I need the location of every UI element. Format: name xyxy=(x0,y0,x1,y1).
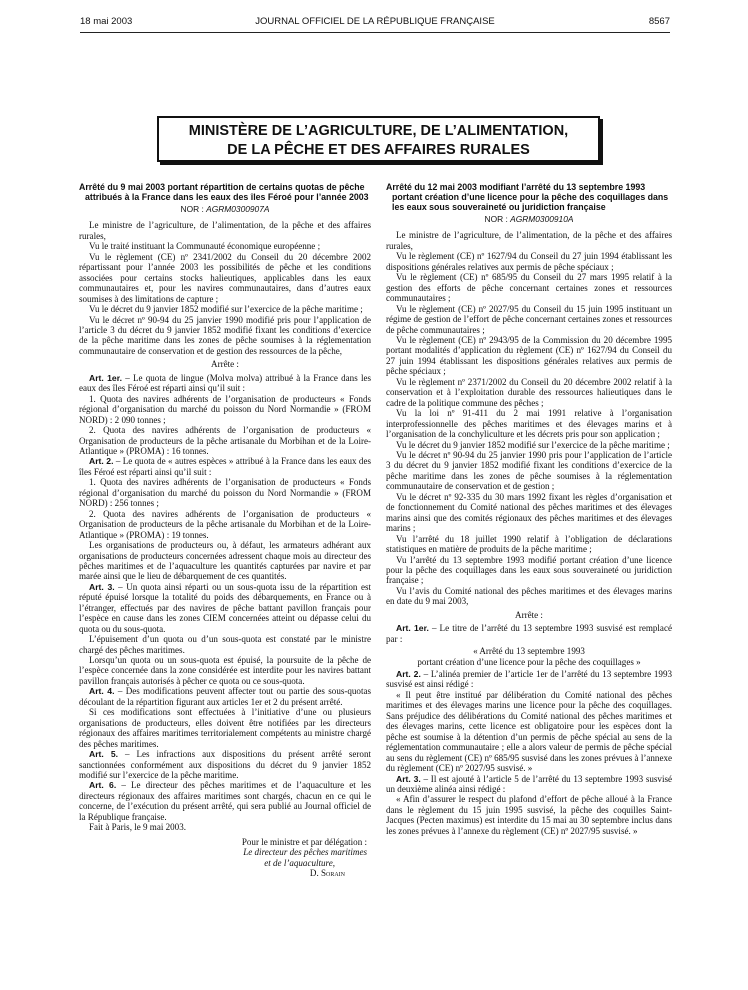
right-art2 xyxy=(386,669,672,690)
left-art1-item: 2. Quota des navires adhérents de l’organisation de producteurs « Organisation de producteurs de la pêche artisanale du Morbihan et de la Loire-Atlantique » (PROMA) : 16 tonnes. xyxy=(79,425,371,456)
page-header xyxy=(80,10,670,30)
right-para: Vu le règlement (CE) nº 685/95 du Conseil du 27 mars 1995 relatif à la gestion des efforts de pêche concernant certaines zones et ressources communautaires ; xyxy=(386,272,672,304)
article-text: – L’alinéa premier de l’article 1er de l’arrêté du 13 septembre 1993 susvisé est ainsi rédigé : xyxy=(386,669,672,690)
left-art4 xyxy=(79,686,371,707)
left-para: Vu le décret du 9 janvier 1852 modifié sur l’exercice de la pêche maritime ; xyxy=(89,304,363,315)
left-art3-para: L’épuisement d’un quota ou d’un sous-quota est constaté par le ministre chargé des pêches maritimes. xyxy=(79,634,371,655)
journal-title: JOURNAL OFFICIEL DE LA RÉPUBLIQUE FRANÇAISE xyxy=(255,16,495,27)
signature-role-text: Le directeur des pêches maritimes xyxy=(243,847,367,858)
right-para: Vu l’arrêté du 18 juillet 1990 relatif à l’obligation de déclarations statistiques en matière de produits de la pêche maritime ; xyxy=(386,533,672,555)
left-para: Vu le décret nº 90-94 du 25 janvier 1990 modifié pris pour l’application de l’article 3 du décret du 9 janvier 1852 modifié fixant les conditions d’exercice de la pêche maritime dans les zones de pêche soumises à la réglementation communautaire de conservation et de gestion des ressources de la pêche, xyxy=(79,314,371,356)
left-art1 xyxy=(79,373,371,394)
article-label: Art. 4. xyxy=(89,686,115,697)
right-art3-quote: « Afin d’assurer le respect du plafond d’effort de pêche alloué à la France dans le règlement du 15 juin 1995 susvisé, la pêche des coquilles Saint-Jacques (Pecten maximus) est interdite du 15 mai au 30 septembre inclus dans les zones prévues à l’annexe du règlement (CE) nº 2027/95 susvisé. » xyxy=(386,794,672,836)
right-para: Vu le règlement nº 2371/2002 du Conseil du 20 décembre 2002 relatif à la conservation et à l’exploitation durable des ressources halieutiques dans le cadre de la politique commune des pêches ; xyxy=(386,376,672,408)
article-text: – Le quota de lingue (Molva molva) attribué à la France dans les eaux des îles Féroé est réparti ainsi qu’il suit : xyxy=(79,372,371,394)
left-column xyxy=(79,182,371,879)
signature-role-1 xyxy=(79,847,371,857)
right-art1 xyxy=(386,623,672,644)
right-para: Vu la loi nº 91-411 du 2 mai 1991 relative à l’organisation interprofessionnelle des pêches maritimes et des élevages marins et à l’organisation de la conchyliculture et les décrets pris pour son application ; xyxy=(386,408,672,440)
right-para: Vu l’avis du Comité national des pêches maritimes et des élevages marins en date du 9 mai 2003, xyxy=(386,585,672,607)
ministry-heading xyxy=(157,116,600,162)
right-para: Le ministre de l’agriculture, de l’alimentation, de la pêche et des affaires rurales, xyxy=(386,230,672,251)
signature-role-2 xyxy=(79,858,371,868)
left-para: Le ministre de l’agriculture, de l’alimentation, de la pêche et des affaires rurales, xyxy=(79,220,371,241)
left-decree-title: Arrêté du 9 mai 2003 portant répartition de certains quotas de pêche attribués à la France dans les eaux des îles Féroé pour l’année 2003 xyxy=(79,182,369,202)
left-art2-item: 2. Quota des navires adhérents de l’organisation de producteurs « Organisation de producteurs de la pêche artisanale du Morbihan et de la Loire-Atlantique » (PROMA) : 19 tonnes. xyxy=(79,508,371,540)
ministry-line-2: DE LA PÊCHE ET DES AFFAIRES RURALES xyxy=(227,142,530,158)
left-para: Vu le règlement (CE) nº 2341/2002 du Conseil du 20 décembre 2002 répartissant pour l’année 2003 les possibilités de pêche et les conditions associées pour certains stocks halieutiques, applicables dans les eaux communautaires et, pour les navires communautaires, dans d’autres eaux soumises à des limitations de capture ; xyxy=(79,251,371,304)
right-column xyxy=(386,182,672,836)
left-art3-para: Lorsqu’un quota ou un sous-quota est épuisé, la poursuite de la pêche de l’espèce concernée dans la zone considérée est interdite pour les navires battant pavillon français autorisés à pêcher ce quota ou ce sous-quota. xyxy=(79,655,371,686)
left-art4-para: Si ces modifications sont effectuées à l’initiative d’une ou plusieurs organisations de producteurs, elles doivent être notifiées par les directeurs régionaux des affaires maritimes territorialement compétents au ministre chargé des pêches maritimes. xyxy=(79,707,371,749)
right-decree-title: Arrêté du 12 mai 2003 modifiant l’arrêté du 13 septembre 1993 portant création d’une licence pour la pêche des coquillages dans les eaux sous souveraineté ou juridiction française xyxy=(386,182,669,212)
left-art5 xyxy=(79,749,371,780)
article-label: Art. 3. xyxy=(396,773,421,784)
signature-delegation: Pour le ministre et par délégation : xyxy=(241,836,367,847)
right-quote-2: portant création d’une licence pour la pêche des coquillages » xyxy=(417,656,641,667)
right-quote-1: « Arrêté du 13 septembre 1993 xyxy=(473,646,585,657)
right-para: Vu le décret nº 92-335 du 30 mars 1992 fixant les règles d’organisation et de fonctionnement du Comité national des pêches maritimes et des élevages marins ainsi que des comités régionaux des pêches maritimes et des élevages marins ; xyxy=(386,491,672,534)
signatory: D. Sorain xyxy=(309,868,345,879)
header-rule xyxy=(80,32,670,33)
article-label: Art. 5. xyxy=(89,749,119,760)
article-text: – Les infractions aux dispositions du présent arrêté seront sanctionnées conformément aux dispositions du décret du 9 janvier 1852 modifié sur l’exercice de la pêche maritime. xyxy=(79,749,371,781)
left-para: Vu le traité instituant la Communauté économique européenne ; xyxy=(89,241,321,252)
right-para: Vu le règlement (CE) nº 2027/95 du Conseil du 15 juin 1995 instituant un régime de gestion de l’effort de pêche concernant certaines zones et ressources de pêche communautaires ; xyxy=(386,303,672,335)
right-art3 xyxy=(386,774,672,795)
page-number: 8567 xyxy=(648,16,670,27)
article-label: Art. 1er. xyxy=(396,623,429,634)
header-date: 18 mai 2003 xyxy=(80,16,133,27)
left-art6 xyxy=(79,780,371,822)
left-art2-item: 1. Quota des navires adhérents de l’organisation de producteurs « Fonds régional d’organisation du marché du poisson du Nord Normandie » (FROM NORD) : 256 tonnes ; xyxy=(79,477,371,509)
left-art1-item: 1. Quota des navires adhérents de l’organisation de producteurs « Fonds régional d’organisation du marché du poisson du Nord Normandie » (FROM NORD) : 2 090 tonnes ; xyxy=(79,393,371,425)
right-arrete: Arrête : xyxy=(515,609,543,620)
article-text: – Le titre de l’arrêté du 13 septembre 1993 susvisé est remplacé par : xyxy=(386,623,672,644)
nor-label: NOR : xyxy=(484,214,508,224)
right-para: Vu le règlement (CE) nº 2943/95 de la Commission du 20 décembre 1995 portant modalités d’application du règlement (CE) nº 1627/94 du Conseil du 27 juin 1994 établissant les dispositions générales relatives aux permis de pêche spéciaux ; xyxy=(386,334,672,377)
article-label: Art. 2. xyxy=(89,456,114,467)
article-text: – Un quota ainsi réparti ou un sous-quota issu de la répartition est réputé épuisé lorsque la totalité du poids des débarquements, en France ou à l’étranger, effectués par des navires de pêche battant pavillon français pour l’espèce en cause dans les zones CIEM concernées atteint ou dépasse celui du quota ou du sous-quota. xyxy=(79,581,371,634)
right-nor xyxy=(386,214,672,224)
right-para: Vu l’arrêté du 13 septembre 1993 modifié portant création d’une licence pour la pêche des coquillages dans les eaux sous souveraineté ou juridiction française ; xyxy=(386,554,672,586)
ministry-line-1: MINISTÈRE DE L’AGRICULTURE, DE L’ALIMENTATION, xyxy=(188,123,569,139)
signature-name xyxy=(79,868,371,878)
article-text: – Il est ajouté à l’article 5 de l’arrêté du 13 septembre 1993 susvisé un deuxième alinéa ainsi rédigé : xyxy=(386,773,673,795)
nor-label: NOR : xyxy=(180,204,204,214)
left-art2 xyxy=(79,456,371,477)
left-done: Fait à Paris, le 9 mai 2003. xyxy=(89,822,186,833)
nor-code: AGRM0300907A xyxy=(206,204,270,214)
left-arrete: Arrête : xyxy=(211,359,239,370)
article-label: Art. 2. xyxy=(396,669,421,680)
article-label: Art. 3. xyxy=(89,581,115,592)
left-nor xyxy=(79,204,371,214)
left-art3 xyxy=(79,582,371,634)
right-art2-quote: « Il peut être institué par délibération du Comité national des pêches maritimes et des élevages marins une licence pour la pêche des coquillages. Sans préjudice des délibérations du Comité national des pêches maritimes et des élevages marins, cette licence est obligatoire pour les espèces dont la pêche est soumise à la détention d’un permis de pêche spécial au sens de la réglementation communautaire ; elle a alors valeur de permis de pêche spécial au sens du règlement (CE) nº 685/95 susvisé dans les zones prévues à l’annexe du règlement (CE) nº 2027/95 susvisé. » xyxy=(386,689,672,774)
right-para: Vu le décret du 9 janvier 1852 modifié sur l’exercice de la pêche maritime ; xyxy=(396,439,670,450)
nor-code: AGRM0300910A xyxy=(510,214,574,224)
article-label: Art. 6. xyxy=(89,780,117,791)
left-art2-item: Les organisations de producteurs ou, à défaut, les armateurs adhérant aux organisations de producteurs concernées adressent chaque mois au directeur des pêches maritimes et de l’aquaculture les quantités capturées par navire et par marée ainsi que le lieu de débarquement de ces quantités. xyxy=(79,540,371,582)
article-text: – Le quota de « autres espèces » attribué à la France dans les eaux des îles Féroé est réparti ainsi qu’il suit : xyxy=(79,456,371,477)
article-label: Art. 1er. xyxy=(89,372,122,383)
right-para: Vu le règlement (CE) nº 1627/94 du Conseil du 27 juin 1994 établissant les dispositions générales relatives aux permis de pêche spéciaux ; xyxy=(386,251,672,272)
signature-role-text: et de l’aquaculture, xyxy=(264,857,335,868)
right-para: Vu le décret nº 90-94 du 25 janvier 1990 pris pour l’application de l’article 3 du décret du 9 janvier 1852 modifié fixant les conditions d’exercice de la pêche maritime dans les zones de pêche soumises à la réglementation communautaire de conservation et de gestion ; xyxy=(386,449,672,492)
article-text: – Des modifications peuvent affecter tout ou partie des sous-quotas découlant de la répartition figurant aux articles 1er et 2 du présent arrêté. xyxy=(79,686,372,707)
article-text: – Le directeur des pêches maritimes et de l’aquaculture et les directeurs régionaux des affaires maritimes sont chargés, chacun en ce qui le concerne, de l’exécution du présent arrêté, qui sera publié au Journal officiel de la République française. xyxy=(79,780,371,822)
